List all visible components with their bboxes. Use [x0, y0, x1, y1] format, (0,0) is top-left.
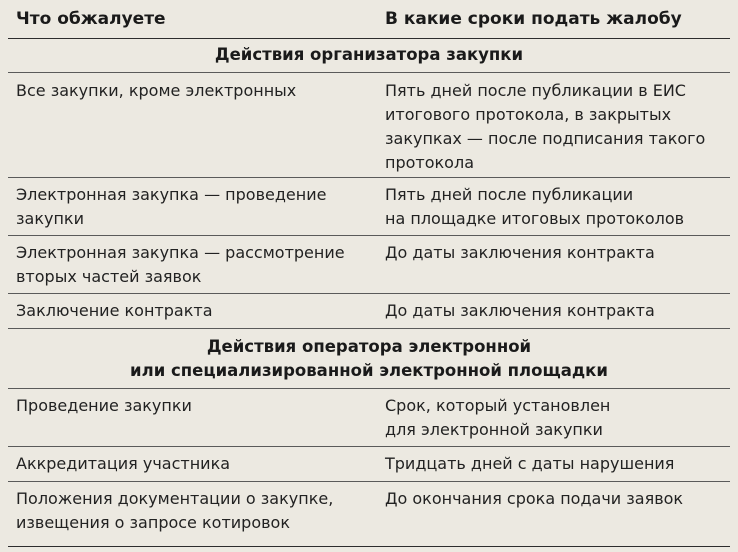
cell-deadline — [385, 487, 730, 511]
cell-text: закупки — [16, 209, 84, 228]
section-title-line: Действия оператора электронной — [206, 337, 532, 356]
table-bottom-rule — [8, 546, 730, 547]
cell-subject — [16, 241, 366, 289]
section-title-organizer — [0, 43, 738, 67]
cell-subject — [16, 299, 366, 323]
cell-text: протокола — [385, 153, 474, 172]
cell-text: итогового протокола, в закрытых — [385, 105, 672, 124]
cell-text: Электронная закупка — рассмотрение — [16, 243, 345, 262]
row-divider — [8, 388, 730, 389]
cell-text: Положения документации о закупке, — [16, 489, 334, 508]
cell-deadline — [385, 452, 730, 476]
row-divider — [8, 235, 730, 236]
cell-text: закупках — после подписания такого — [385, 129, 706, 148]
cell-deadline — [385, 299, 730, 323]
row-divider — [8, 481, 730, 482]
cell-text: Заключение контракта — [16, 301, 213, 320]
cell-text: Аккредитация участника — [16, 454, 231, 473]
cell-text: Тридцать дней с даты нарушения — [385, 454, 675, 473]
cell-text: Срок, который установлен — [385, 396, 611, 415]
cell-subject — [16, 487, 366, 535]
cell-text: Пять дней после публикации в ЕИС — [385, 81, 686, 100]
section-title-line: или специализированной электронной площадки — [130, 361, 608, 380]
cell-subject — [16, 183, 366, 231]
cell-text: Проведение закупки — [16, 396, 192, 415]
cell-deadline — [385, 394, 730, 442]
cell-deadline — [385, 183, 730, 231]
header-divider — [8, 38, 730, 39]
header-what-to-appeal: Что обжалуете — [16, 9, 166, 29]
cell-text: вторых частей заявок — [16, 267, 202, 286]
cell-text: Все закупки, кроме электронных — [16, 81, 297, 100]
row-divider — [8, 293, 730, 294]
row-divider — [8, 328, 730, 329]
cell-text: До даты заключения контракта — [385, 301, 655, 320]
section-title-line: Действия организатора закупки — [214, 45, 524, 64]
header-deadline: В какие сроки подать жалобу — [385, 9, 682, 29]
cell-deadline — [385, 79, 730, 175]
cell-text: для электронной закупки — [385, 420, 603, 439]
cell-text: Электронная закупка — проведение — [16, 185, 327, 204]
row-divider — [8, 72, 730, 73]
cell-deadline — [385, 241, 730, 265]
section-title-operator — [0, 335, 738, 383]
cell-text: Пять дней после публикации — [385, 185, 634, 204]
cell-subject — [16, 452, 366, 476]
cell-text: извещения о запросе котировок — [16, 513, 290, 532]
table-header — [0, 0, 738, 38]
cell-subject — [16, 79, 366, 103]
cell-text: на площадке итоговых протоколов — [385, 209, 685, 228]
row-divider — [8, 177, 730, 178]
cell-text: До даты заключения контракта — [385, 243, 655, 262]
cell-subject — [16, 394, 366, 418]
row-divider — [8, 446, 730, 447]
cell-text: До окончания срока подачи заявок — [385, 489, 684, 508]
